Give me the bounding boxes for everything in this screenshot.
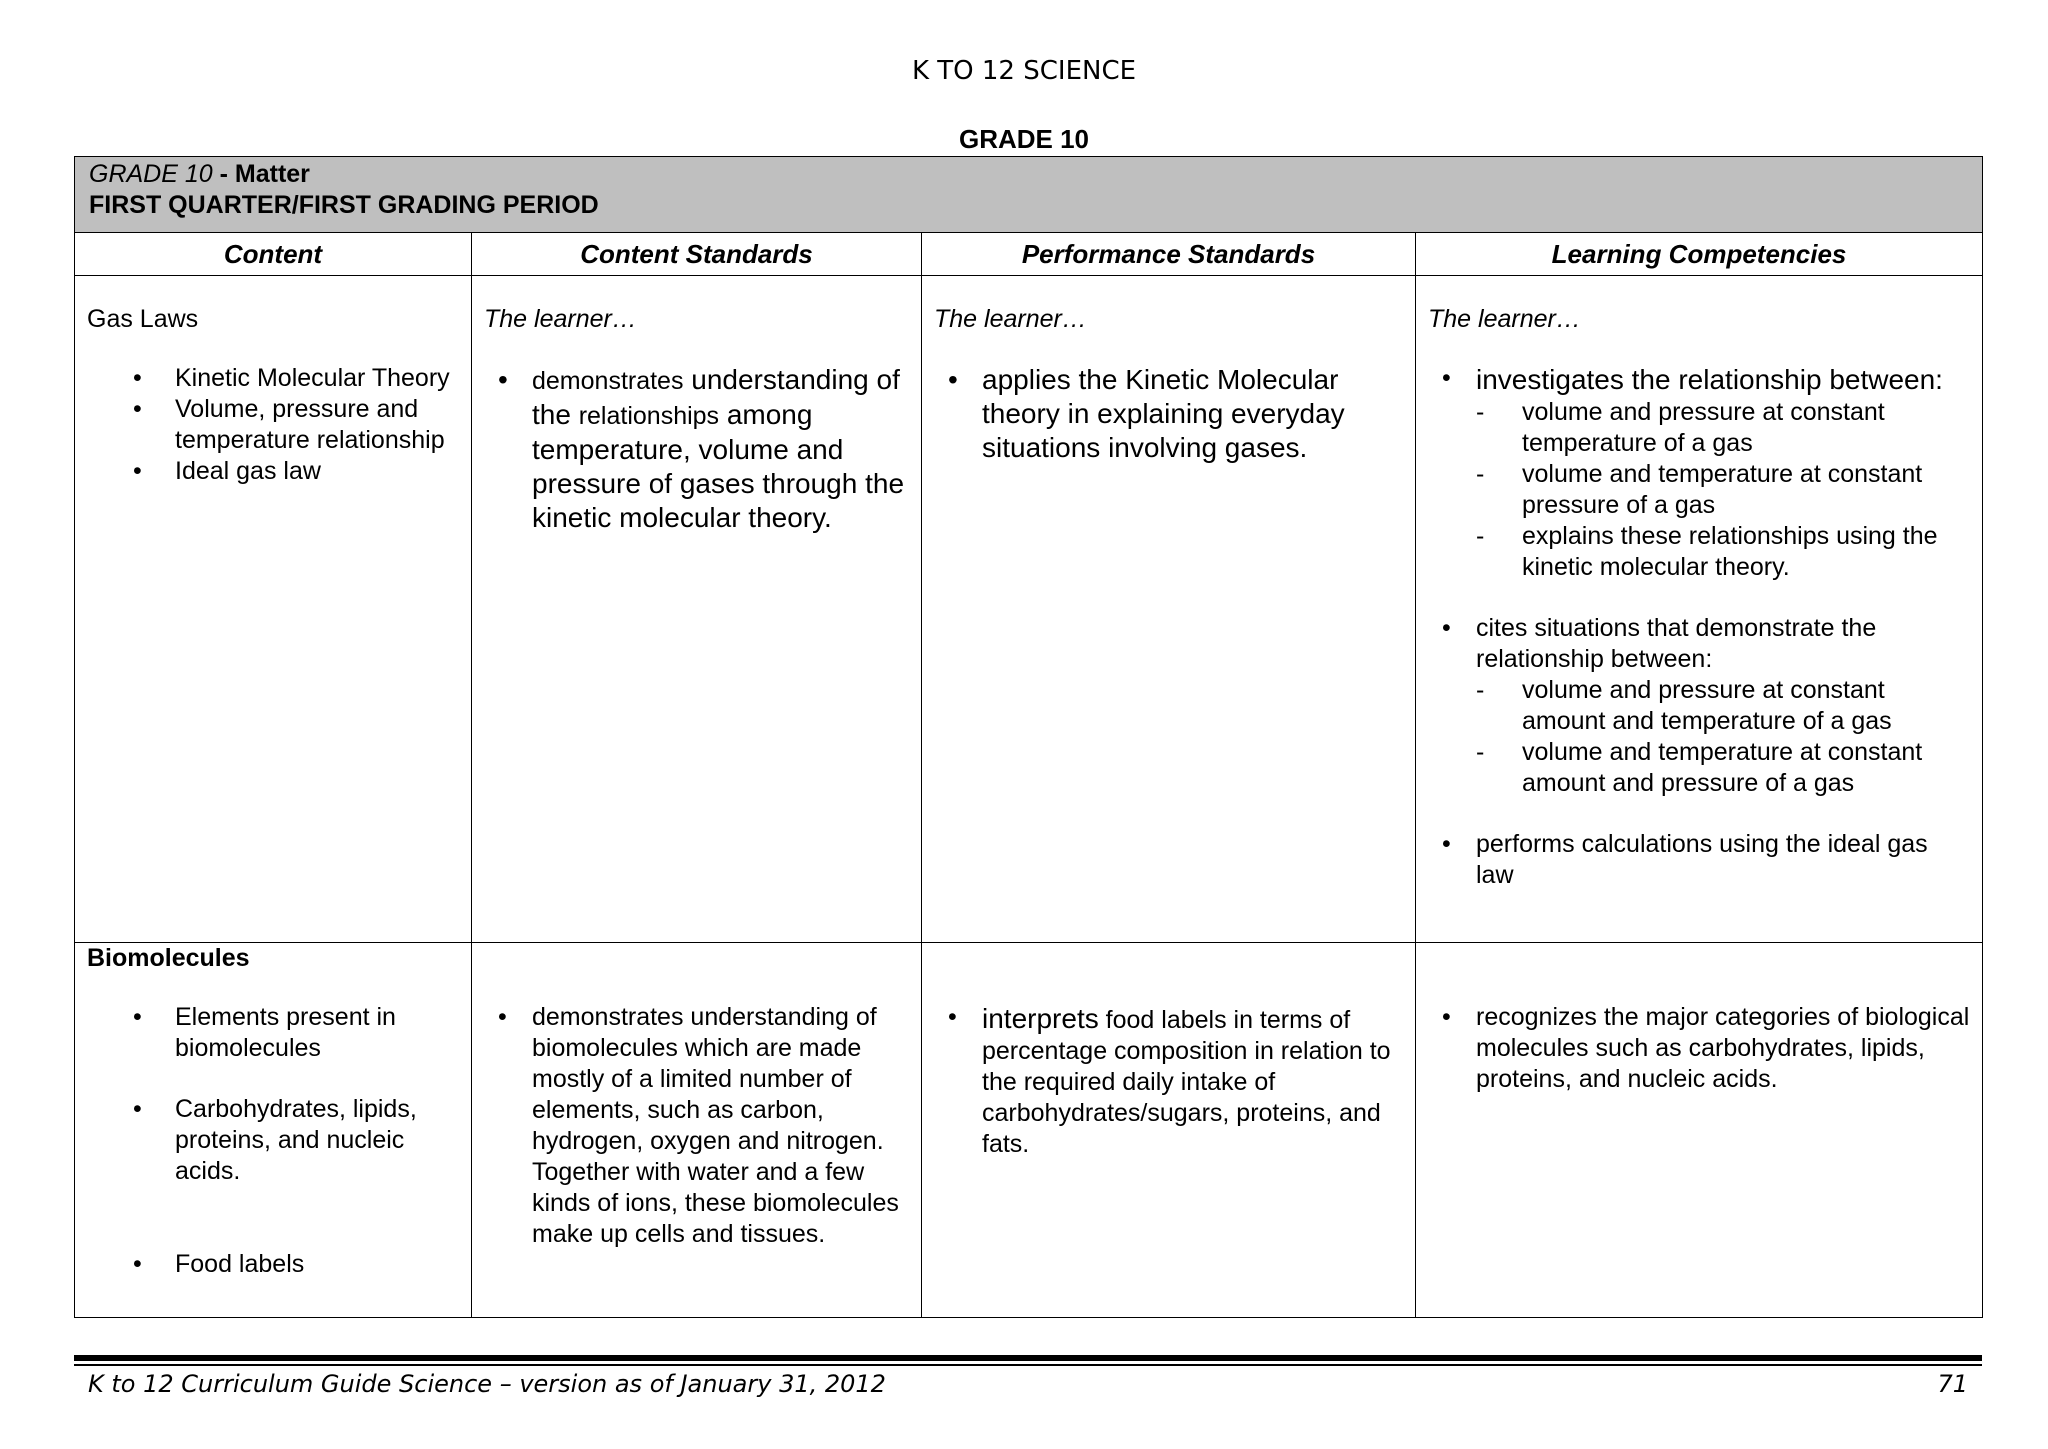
learner-prefix: The learner…: [484, 305, 637, 333]
column-header-content: Content: [75, 233, 472, 276]
list-item: • interprets food labels in terms of percentage composition in relation to the required daily intake of carbohydrates/sugars, proteins, and fats.: [934, 1002, 1403, 1160]
list-item: • recognizes the major categories of biological molecules such as carbohydrates, lipids, proteins, and nucleic acids.: [1428, 1002, 1970, 1095]
performance-standard-cell: [922, 276, 1416, 943]
list-item: • Food labels: [87, 1249, 459, 1280]
list-item: • demonstrates understanding of the relationships among temperature, volume and pressure of gases through the kinetic molecular theory.: [484, 363, 909, 535]
quarter-banner: [75, 157, 1983, 233]
list-item: • Ideal gas law: [87, 456, 459, 487]
column-header-learning-competencies: Learning Competencies: [1416, 233, 1983, 276]
column-header-row: [75, 233, 1983, 276]
table-row: [75, 943, 1983, 1318]
list-item: • Elements present in biomolecules: [87, 1002, 459, 1064]
document-title: K TO 12 SCIENCE: [911, 56, 1137, 86]
list-item: - volume and temperature at constant amount and pressure of a gas: [1476, 737, 1970, 799]
list-item: - volume and pressure at constant amount and temperature of a gas: [1476, 675, 1970, 737]
banner-period: FIRST QUARTER/FIRST GRADING PERIOD: [89, 191, 599, 219]
list-item: - volume and pressure at constant temperature of a gas: [1476, 397, 1970, 459]
competencies-cell: [1416, 276, 1983, 943]
list-item: • Carbohydrates, lipids, proteins, and nucleic acids.: [87, 1094, 459, 1187]
learner-prefix: The learner…: [934, 305, 1087, 333]
list-item: • cites situations that demonstrate the relationship between: - volume and pressure at constant amount and temperature of a gas - volume and temperature at constant amount and pressure of a gas: [1428, 613, 1970, 799]
list-item: - explains these relationships using the kinetic molecular theory.: [1476, 521, 1970, 583]
table-row: [75, 276, 1983, 943]
list-item: • applies the Kinetic Molecular theory in explaining everyday situations involving gases.: [934, 363, 1403, 465]
list-item: • performs calculations using the ideal gas law: [1428, 829, 1970, 891]
content-standard-cell: [472, 943, 922, 1318]
list-item: • Volume, pressure and temperature relationship: [87, 394, 459, 456]
content-cell: [75, 276, 472, 943]
competencies-cell: [1416, 943, 1983, 1318]
content-topic-list: [87, 1002, 459, 1280]
footer-divider: [74, 1355, 1982, 1361]
grade-title: GRADE 10: [958, 124, 1090, 154]
content-cell: [75, 943, 472, 1318]
list-item: - volume and temperature at constant pressure of a gas: [1476, 459, 1970, 521]
learner-prefix: The learner…: [1428, 305, 1581, 333]
content-topic-list: [87, 363, 459, 487]
list-item: • Kinetic Molecular Theory: [87, 363, 459, 394]
page-number: 71: [1937, 1370, 1968, 1398]
content-standard-cell: [472, 276, 922, 943]
column-header-content-standards: Content Standards: [472, 233, 922, 276]
curriculum-table: [74, 156, 1983, 1318]
column-header-performance-standards: Performance Standards: [922, 233, 1416, 276]
footer-divider-thin: [74, 1364, 1982, 1366]
list-item: • investigates the relationship between: - volume and pressure at constant temperature of a gas - volume and temperature at constant pressure of a gas - explains these relationships using the kinetic molecular theory.: [1428, 363, 1970, 583]
list-item: • demonstrates understanding of biomolecules which are made mostly of a limited number of elements, such as carbon, hydrogen, oxygen and nitrogen. Together with water and a few kinds of ions, these biomolecules make up cells and tissues.: [484, 1002, 909, 1250]
content-topic-title: Gas Laws: [87, 305, 199, 333]
content-topic-title: Biomolecules: [87, 944, 250, 972]
banner-subject: - Matter: [212, 160, 310, 188]
footer-version-note: K to 12 Curriculum Guide Science – version as of January 31, 2012: [88, 1370, 886, 1398]
performance-standard-cell: [922, 943, 1416, 1318]
banner-grade-label: GRADE 10: [89, 160, 213, 188]
